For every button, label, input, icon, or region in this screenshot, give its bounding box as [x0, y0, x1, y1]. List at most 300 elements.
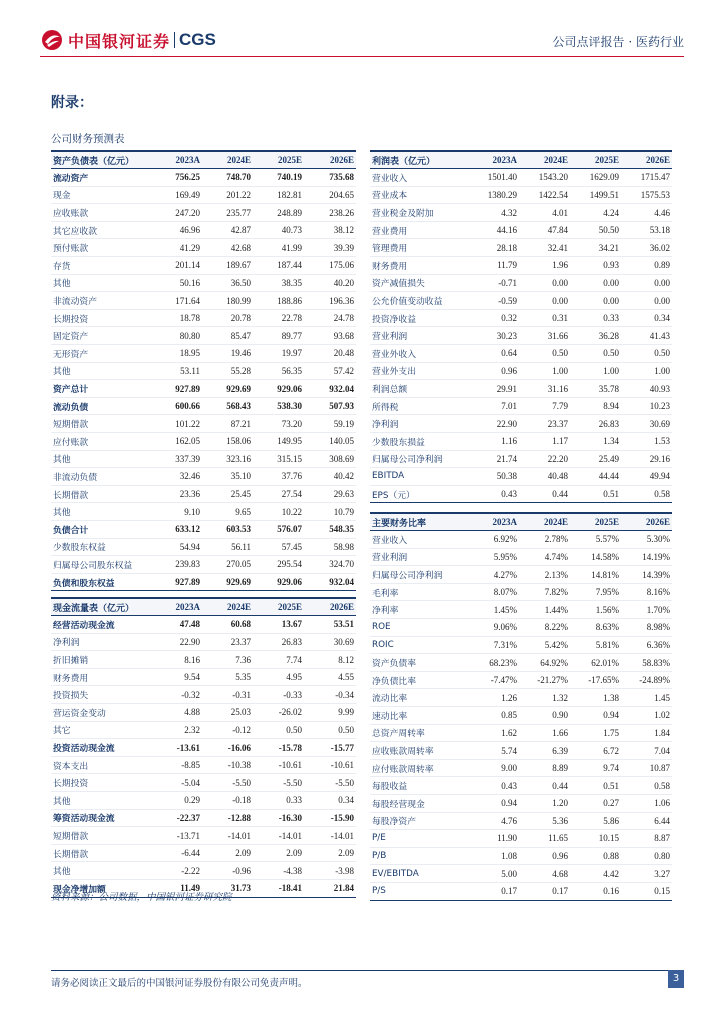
year-header-cell: 2026E [621, 513, 672, 531]
table-row [370, 433, 672, 451]
value-cell: 46.96 [151, 221, 202, 239]
table-row [51, 862, 356, 880]
table-row [370, 724, 672, 742]
value-cell: -0.71 [468, 274, 519, 292]
table-row [370, 468, 672, 486]
value-cell: 4.42 [570, 865, 621, 883]
table-row [51, 345, 356, 363]
value-cell: 0.80 [621, 847, 672, 865]
row-label: 所得税 [370, 397, 468, 415]
value-cell: 14.81% [570, 566, 621, 584]
row-label: 归属母公司净利润 [370, 566, 468, 584]
value-cell: -5.50 [304, 774, 356, 792]
value-cell: 248.89 [253, 204, 304, 222]
value-cell: 50.50 [570, 221, 621, 239]
value-cell: 1.75 [570, 724, 621, 742]
value-cell: 8.94 [570, 397, 621, 415]
value-cell: 28.18 [468, 239, 519, 257]
value-cell: 62.01% [570, 654, 621, 672]
value-cell: 32.41 [519, 239, 570, 257]
value-cell: 0.43 [468, 485, 519, 503]
value-cell: 40.48 [519, 468, 570, 486]
value-cell: 9.74 [570, 759, 621, 777]
year-header-cell: 2025E [570, 151, 621, 169]
row-label: 利润总额 [370, 380, 468, 398]
row-label: P/E [370, 830, 468, 848]
table-row [370, 327, 672, 345]
value-cell: 324.70 [304, 556, 356, 574]
value-cell: 23.37 [202, 633, 253, 651]
value-cell: -0.18 [202, 792, 253, 810]
value-cell: -13.61 [151, 739, 202, 757]
table-title-cell: 利润表（亿元） [370, 151, 468, 169]
value-cell: 11.79 [468, 257, 519, 275]
table-row [370, 345, 672, 363]
row-label: 投资损失 [51, 686, 151, 704]
value-cell: 270.05 [202, 556, 253, 574]
value-cell: 14.19% [621, 548, 672, 566]
row-label: 少数股东损益 [370, 433, 468, 451]
value-cell: 1543.20 [519, 169, 570, 187]
row-label: 其他 [51, 362, 151, 380]
value-cell: 22.90 [468, 415, 519, 433]
value-cell: 932.04 [304, 380, 356, 398]
table-row [51, 415, 356, 433]
value-cell: 0.27 [570, 795, 621, 813]
value-cell: 8.98% [621, 619, 672, 637]
disclaimer-text: 请务必阅读正文最后的中国银河证券股份有限公司免责声明。 [51, 978, 308, 989]
value-cell: 162.05 [151, 433, 202, 451]
year-header-cell: 2024E [519, 151, 570, 169]
table-row [51, 468, 356, 486]
table-row [370, 450, 672, 468]
value-cell: 1501.40 [468, 169, 519, 187]
value-cell: 2.09 [304, 844, 356, 862]
value-cell: -18.41 [253, 880, 304, 898]
value-cell: 188.86 [253, 292, 304, 310]
value-cell: 8.89 [519, 759, 570, 777]
value-cell: 8.07% [468, 583, 519, 601]
row-label: EPS（元） [370, 485, 468, 503]
value-cell: 87.21 [202, 415, 253, 433]
table-row [370, 548, 672, 566]
value-cell: 4.24 [570, 204, 621, 222]
value-cell: 5.36 [519, 812, 570, 830]
value-cell: 0.15 [621, 882, 672, 900]
value-cell: 187.44 [253, 257, 304, 275]
table-row [370, 689, 672, 707]
value-cell: 0.00 [519, 274, 570, 292]
row-label: 其他 [51, 792, 151, 810]
value-cell: 32.46 [151, 468, 202, 486]
table-row [51, 704, 356, 722]
value-cell: 0.88 [570, 847, 621, 865]
value-cell: -4.38 [253, 862, 304, 880]
value-cell: -26.02 [253, 704, 304, 722]
value-cell: 4.27% [468, 566, 519, 584]
value-cell: 9.06% [468, 619, 519, 637]
value-cell: 31.16 [519, 380, 570, 398]
value-cell: 14.58% [570, 548, 621, 566]
value-cell: -10.61 [253, 756, 304, 774]
value-cell: 0.85 [468, 707, 519, 725]
value-cell: 19.46 [202, 345, 253, 363]
value-cell: 0.00 [621, 292, 672, 310]
value-cell: 23.36 [151, 485, 202, 503]
table-row [51, 327, 356, 345]
row-label: 资本支出 [51, 756, 151, 774]
row-label: 总资产周转率 [370, 724, 468, 742]
table-title-cell: 主要财务比率 [370, 513, 468, 531]
value-cell: 85.47 [202, 327, 253, 345]
value-cell: 9.10 [151, 503, 202, 521]
row-label: 长期投资 [51, 309, 151, 327]
table-row [51, 809, 356, 827]
value-cell: 1.06 [621, 795, 672, 813]
table-header-row [370, 151, 672, 169]
row-label: 营业外支出 [370, 362, 468, 380]
table-row [51, 774, 356, 792]
value-cell: -15.78 [253, 739, 304, 757]
value-cell: -0.32 [151, 686, 202, 704]
value-cell: 34.21 [570, 239, 621, 257]
row-label: 筹资活动现金流 [51, 809, 151, 827]
table-row [51, 616, 356, 634]
value-cell: -14.01 [202, 827, 253, 845]
value-cell: 10.15 [570, 830, 621, 848]
value-cell: 149.95 [253, 433, 304, 451]
value-cell: 1.62 [468, 724, 519, 742]
table-row [51, 844, 356, 862]
value-cell: 0.00 [570, 292, 621, 310]
table-row [370, 795, 672, 813]
row-label: 应收账款周转率 [370, 742, 468, 760]
value-cell: 13.67 [253, 616, 304, 634]
table-header-row [51, 151, 356, 169]
table-row [370, 292, 672, 310]
table-row [370, 221, 672, 239]
value-cell: 0.44 [519, 777, 570, 795]
value-cell: 238.26 [304, 204, 356, 222]
table-row [370, 671, 672, 689]
table-row [370, 847, 672, 865]
value-cell: 5.74 [468, 742, 519, 760]
year-header-cell: 2026E [621, 151, 672, 169]
table-row [51, 433, 356, 451]
value-cell: 14.39% [621, 566, 672, 584]
value-cell: 2.09 [253, 844, 304, 862]
row-label: 应付账款周转率 [370, 759, 468, 777]
value-cell: 0.89 [621, 257, 672, 275]
value-cell: 1.84 [621, 724, 672, 742]
value-cell: 39.39 [304, 239, 356, 257]
value-cell: -5.04 [151, 774, 202, 792]
row-label: 财务费用 [370, 257, 468, 275]
row-label: ROIC [370, 636, 468, 654]
row-label: 营业税金及附加 [370, 204, 468, 222]
value-cell: 0.93 [570, 257, 621, 275]
row-label: 应收账款 [51, 204, 151, 222]
value-cell: 0.58 [621, 485, 672, 503]
value-cell: 323.16 [202, 450, 253, 468]
value-cell: -0.31 [202, 686, 253, 704]
value-cell: 29.16 [621, 450, 672, 468]
galaxy-logo-icon [40, 28, 64, 52]
value-cell: 0.31 [519, 309, 570, 327]
row-label: P/B [370, 847, 468, 865]
value-cell: 538.30 [253, 397, 304, 415]
value-cell: 201.14 [151, 257, 202, 275]
value-cell: 0.33 [570, 309, 621, 327]
row-label: 固定资产 [51, 327, 151, 345]
row-label: 预付账款 [51, 239, 151, 257]
value-cell: 4.68 [519, 865, 570, 883]
value-cell: 0.32 [468, 309, 519, 327]
value-cell: 1575.53 [621, 186, 672, 204]
value-cell: 196.36 [304, 292, 356, 310]
value-cell: 748.70 [202, 169, 253, 187]
row-label: 存货 [51, 257, 151, 275]
table-row [51, 573, 356, 591]
value-cell: 44.16 [468, 221, 519, 239]
value-cell: 5.95% [468, 548, 519, 566]
value-cell: 11.65 [519, 830, 570, 848]
table-row [370, 882, 672, 900]
value-cell: 0.51 [570, 777, 621, 795]
value-cell: 8.16 [151, 651, 202, 669]
table-row [370, 777, 672, 795]
value-cell: 1.08 [468, 847, 519, 865]
value-cell: 10.23 [621, 397, 672, 415]
value-cell: 47.84 [519, 221, 570, 239]
value-cell: 7.82% [519, 583, 570, 601]
row-label: 营业成本 [370, 186, 468, 204]
table-row [51, 520, 356, 538]
value-cell: 1.44% [519, 601, 570, 619]
value-cell: 36.02 [621, 239, 672, 257]
table-row [51, 274, 356, 292]
logo-divider [174, 32, 175, 48]
table-row [370, 186, 672, 204]
value-cell: -16.30 [253, 809, 304, 827]
row-label: 资产减值损失 [370, 274, 468, 292]
value-cell: 1.32 [519, 689, 570, 707]
table-row [370, 812, 672, 830]
source-note: 资料来源：公司数据，中国银河证券研究院 [51, 892, 232, 903]
value-cell: -13.71 [151, 827, 202, 845]
table-row [370, 566, 672, 584]
row-label: 营业外收入 [370, 345, 468, 363]
value-cell: 0.43 [468, 777, 519, 795]
value-cell: 0.50 [519, 345, 570, 363]
value-cell: 18.78 [151, 309, 202, 327]
table-row [51, 292, 356, 310]
value-cell: 41.99 [253, 239, 304, 257]
value-cell: 337.39 [151, 450, 202, 468]
value-cell: 7.79 [519, 397, 570, 415]
value-cell: 4.01 [519, 204, 570, 222]
value-cell: 1.45% [468, 601, 519, 619]
value-cell: -0.33 [253, 686, 304, 704]
value-cell: 44.44 [570, 468, 621, 486]
logo-chinese-name: 中国银河证券 [68, 31, 171, 51]
value-cell: 5.81% [570, 636, 621, 654]
value-cell: 27.54 [253, 485, 304, 503]
value-cell: 89.77 [253, 327, 304, 345]
value-cell: 633.12 [151, 520, 202, 538]
value-cell: 93.68 [304, 327, 356, 345]
value-cell: 9.00 [468, 759, 519, 777]
row-label: 负债和股东权益 [51, 573, 151, 591]
value-cell: -8.85 [151, 756, 202, 774]
table-row [51, 686, 356, 704]
table-row [51, 397, 356, 415]
value-cell: 38.12 [304, 221, 356, 239]
table-row [370, 169, 672, 187]
value-cell: 57.45 [253, 538, 304, 556]
value-cell: 9.99 [304, 704, 356, 722]
table-row [51, 221, 356, 239]
value-cell: 22.90 [151, 633, 202, 651]
row-label: 归属母公司股东权益 [51, 556, 151, 574]
value-cell: 158.06 [202, 433, 253, 451]
year-header-cell: 2023A [151, 151, 202, 169]
row-label: 其他 [51, 450, 151, 468]
value-cell: -24.89% [621, 671, 672, 689]
table-title-cell: 现金流量表（亿元） [51, 598, 151, 616]
row-label: 流动负债 [51, 397, 151, 415]
value-cell: 35.10 [202, 468, 253, 486]
table-row [370, 742, 672, 760]
value-cell: 8.63% [570, 619, 621, 637]
row-label: 短期借款 [51, 827, 151, 845]
table-row [370, 257, 672, 275]
value-cell: 7.31% [468, 636, 519, 654]
value-cell: -12.88 [202, 809, 253, 827]
value-cell: 4.55 [304, 668, 356, 686]
value-cell: 9.54 [151, 668, 202, 686]
value-cell: -0.59 [468, 292, 519, 310]
table-row [51, 651, 356, 669]
value-cell: 1.45 [621, 689, 672, 707]
row-label: 速动比率 [370, 707, 468, 725]
value-cell: 8.87 [621, 830, 672, 848]
value-cell: 568.43 [202, 397, 253, 415]
row-label: 归属母公司净利润 [370, 450, 468, 468]
row-label: 投资活动现金流 [51, 739, 151, 757]
row-label: 长期借款 [51, 485, 151, 503]
value-cell: 4.76 [468, 812, 519, 830]
year-header-cell: 2023A [468, 151, 519, 169]
row-label: 管理费用 [370, 239, 468, 257]
value-cell: 2.78% [519, 531, 570, 549]
table-row [51, 380, 356, 398]
table-row [51, 309, 356, 327]
value-cell: 31.66 [519, 327, 570, 345]
value-cell: -0.34 [304, 686, 356, 704]
value-cell: -15.90 [304, 809, 356, 827]
row-label: 净利润 [51, 633, 151, 651]
value-cell: -0.96 [202, 862, 253, 880]
value-cell: 140.05 [304, 433, 356, 451]
value-cell: 40.20 [304, 274, 356, 292]
table-row [51, 362, 356, 380]
income-statement-table [370, 150, 672, 503]
value-cell: 22.78 [253, 309, 304, 327]
table-row [51, 503, 356, 521]
table-row [370, 707, 672, 725]
table-row [370, 830, 672, 848]
logo-english-name: CGS [179, 30, 216, 49]
row-label: 营业收入 [370, 169, 468, 187]
value-cell: 0.64 [468, 345, 519, 363]
row-label: 非流动资产 [51, 292, 151, 310]
value-cell: 180.99 [202, 292, 253, 310]
value-cell: 4.74% [519, 548, 570, 566]
table-row [51, 239, 356, 257]
value-cell: 58.98 [304, 538, 356, 556]
row-label: 负债合计 [51, 520, 151, 538]
page-header [0, 0, 724, 56]
value-cell: 53.11 [151, 362, 202, 380]
value-cell: 576.07 [253, 520, 304, 538]
row-label: 非流动负债 [51, 468, 151, 486]
value-cell: 35.78 [570, 380, 621, 398]
value-cell: 0.50 [570, 345, 621, 363]
value-cell: -14.01 [253, 827, 304, 845]
cash-flow-table [51, 597, 356, 898]
value-cell: -2.22 [151, 862, 202, 880]
table-row [51, 756, 356, 774]
value-cell: 5.86 [570, 812, 621, 830]
value-cell: 1715.47 [621, 169, 672, 187]
value-cell: 42.68 [202, 239, 253, 257]
value-cell: 0.50 [304, 721, 356, 739]
row-label: 无形资产 [51, 345, 151, 363]
value-cell: 0.34 [304, 792, 356, 810]
value-cell: 1.16 [468, 433, 519, 451]
table-row [51, 721, 356, 739]
value-cell: 735.68 [304, 169, 356, 187]
value-cell: 0.90 [519, 707, 570, 725]
row-label: 净负债比率 [370, 671, 468, 689]
value-cell: 1.96 [519, 257, 570, 275]
value-cell: 929.69 [202, 573, 253, 591]
value-cell: 53.51 [304, 616, 356, 634]
value-cell: 1499.51 [570, 186, 621, 204]
row-label: 净利润 [370, 415, 468, 433]
value-cell: 175.06 [304, 257, 356, 275]
table-header-row [370, 513, 672, 531]
value-cell: 26.83 [570, 415, 621, 433]
year-header-cell: 2024E [202, 598, 253, 616]
value-cell: -15.77 [304, 739, 356, 757]
table-row [370, 309, 672, 327]
row-label: 其他 [51, 503, 151, 521]
value-cell: 0.34 [621, 309, 672, 327]
value-cell: 58.83% [621, 654, 672, 672]
value-cell: 53.18 [621, 221, 672, 239]
row-label: 现金 [51, 186, 151, 204]
value-cell: 2.13% [519, 566, 570, 584]
row-label: 每股收益 [370, 777, 468, 795]
value-cell: 4.88 [151, 704, 202, 722]
value-cell: 29.91 [468, 380, 519, 398]
value-cell: 1.00 [519, 362, 570, 380]
value-cell: 8.12 [304, 651, 356, 669]
table-row [51, 827, 356, 845]
value-cell: 756.25 [151, 169, 202, 187]
